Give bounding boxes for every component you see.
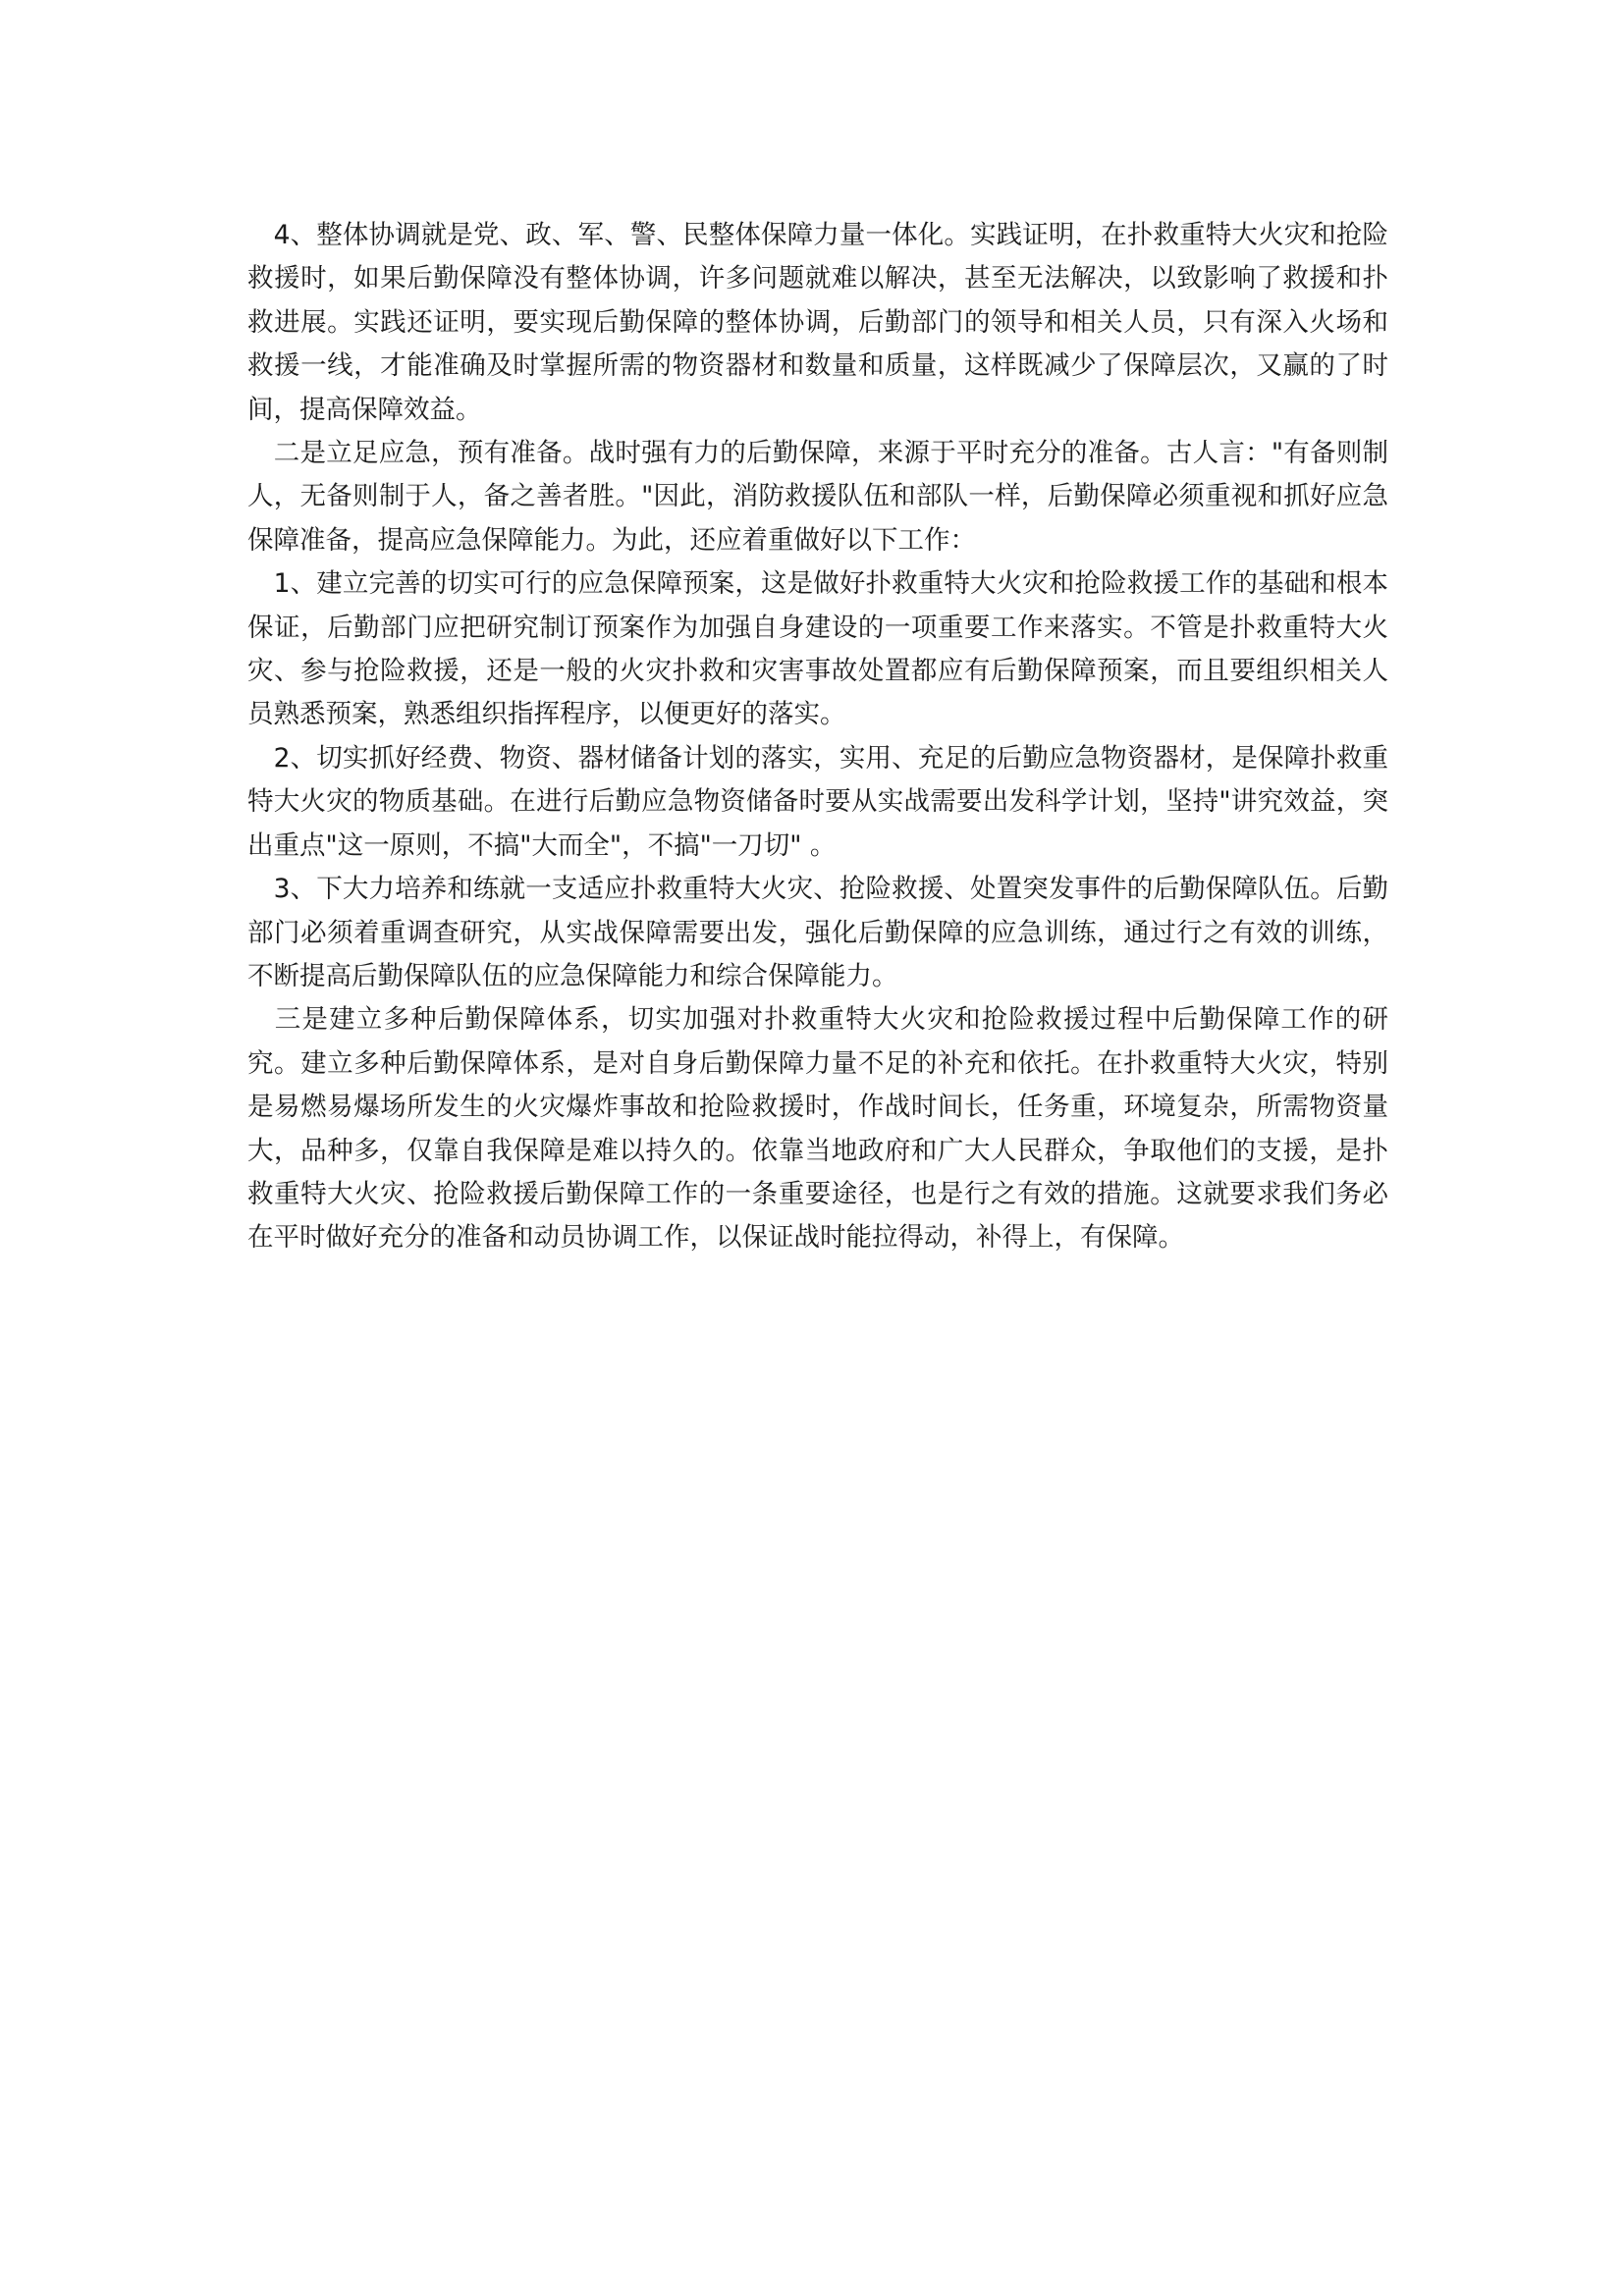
paragraph-1-emergency-plan: 1、建立完善的切实可行的应急保障预案，这是做好扑救重特大火灾和抢险救援工作的基础和根本保证，后勤部门应把研究制订预案作为加强自身建设的一项重要工作来落实。不管是扑救重特大火灾、参与抢险救援，还是一般的火灾扑救和灾害事故处置都应有后勤保障预案，而且要组织相关人员熟悉预案，熟悉组织指挥程序，以便更好的落实。 <box>247 568 1388 730</box>
paragraph-3-support-team: 3、下大力培养和练就一支适应扑救重特大火灾、抢险救援、处置突发事件的后勤保障队伍。后勤部门必须着重调查研究，从实战保障需要出发，强化后勤保障的应急训练，通过行之有效的训练，不断提高后勤保障队伍的应急保障能力和综合保障能力。 <box>247 874 1388 991</box>
paragraph-4-overall-coordination: 4、整体协调就是党、政、军、警、民整体保障力量一体化。实践证明，在扑救重特大火灾和抢险救援时，如果后勤保障没有整体协调，许多问题就难以解决，甚至无法解决，以致影响了救援和扑救进展。实践还证明，要实现后勤保障的整体协调，后勤部门的领导和相关人员，只有深入火场和救援一线，才能准确及时掌握所需的物资器材和数量和质量，这样既减少了保障层次，又赢的了时间，提高保障效益。 <box>247 220 1388 425</box>
paragraph-2-reserve-plan: 2、切实抓好经费、物资、器材储备计划的落实，实用、充足的后勤应急物资器材，是保障扑救重特大火灾的物质基础。在进行后勤应急物资储备时要从实战需要出发科学计划，坚持"讲究效益，突出重点"这一原则，不搞"大而全"，不搞"一刀切" 。 <box>247 742 1388 861</box>
paragraph-emergency-preparation: 二是立足应急，预有准备。战时强有力的后勤保障，来源于平时充分的准备。古人言："有备则制人，无备则制于人，备之善者胜。"因此，消防救援队伍和部队一样，后勤保障必须重视和抓好应急保障准备，提高应急保障能力。为此，还应着重做好以下工作： <box>247 438 1388 556</box>
document-body <box>247 214 1388 1260</box>
paragraph-support-system: 三是建立多种后勤保障体系，切实加强对扑救重特大火灾和抢险救援过程中后勤保障工作的研究。建立多种后勤保障体系，是对自身后勤保障力量不足的补充和依托。在扑救重特大火灾，特别是易燃易爆场所发生的火灾爆炸事故和抢险救援时，作战时间长，任务重，环境复杂，所需物资量大，品种多，仅靠自我保障是难以持久的。依靠当地政府和广大人民群众，争取他们的支援，是扑救重特大火灾、抢险救援后勤保障工作的一条重要途径，也是行之有效的措施。这就要求我们务必在平时做好充分的准备和动员协调工作，以保证战时能拉得动，补得上，有保障。 <box>247 1004 1388 1254</box>
